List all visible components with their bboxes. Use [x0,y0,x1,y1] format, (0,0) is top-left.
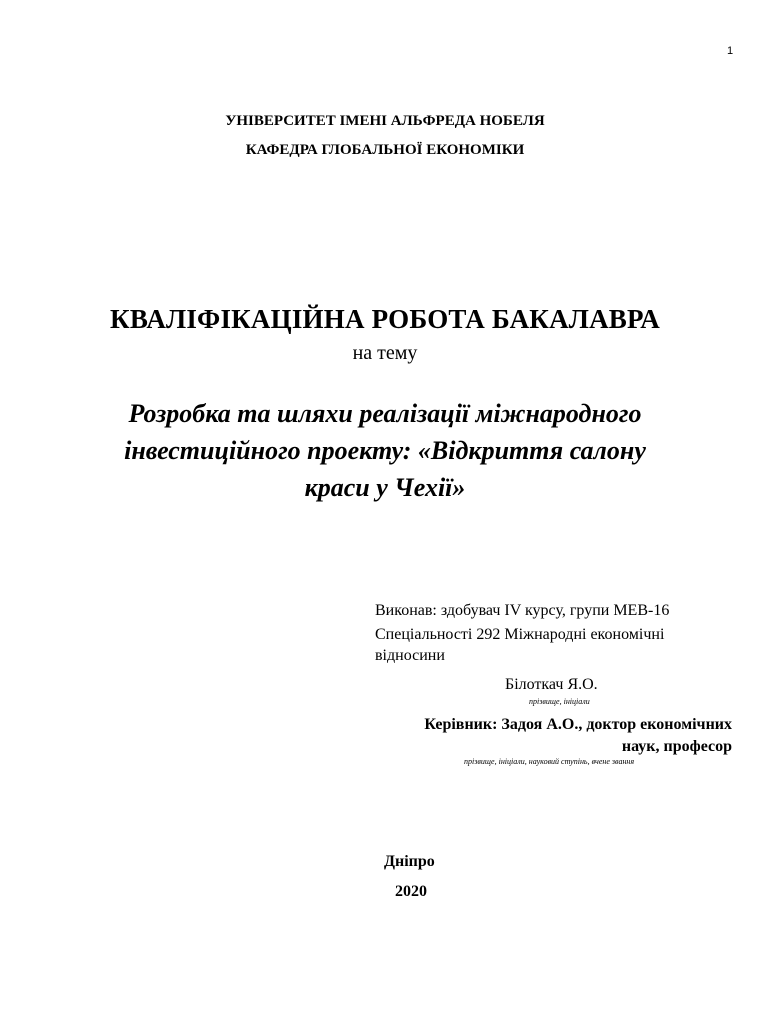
year: 2020 [395,883,427,900]
topic-line-1: Розробка та шляхи реалізації міжнародного [128,399,642,428]
specialty-line-1: Спеціальності 292 Міжнародні економічні [375,626,665,643]
topic-line-2: інвестиційного проекту: «Відкриття салону [124,436,646,465]
performer-info: Виконав: здобувач IV курсу, групи МЕВ-16 [375,602,670,619]
university-name: УНІВЕРСИТЕТ ІМЕНІ АЛЬФРЕДА НОБЕЛЯ [225,113,545,129]
topic-line-3: краси у Чехії» [304,473,466,502]
supervisor-caption: прізвище, ініціали, науковий ступінь, вчене звання [464,757,635,766]
student-name-caption: прізвище, ініціали [529,697,590,706]
specialty-line-2: відносини [375,647,445,664]
city: Дніпро [384,853,435,870]
supervisor-line-2: наук, професор [621,738,732,755]
document-title: КВАЛІФІКАЦІЙНА РОБОТА БАКАЛАВРА [110,304,660,334]
supervisor-line-1: Керівник: Задоя А.О., доктор економічних [424,716,732,733]
page-number: 1 [726,45,734,57]
student-name: Білоткач Я.О. [505,676,598,693]
subject-label: на тему [352,342,418,364]
department-name: КАФЕДРА ГЛОБАЛЬНОЇ ЕКОНОМІКИ [245,142,525,158]
